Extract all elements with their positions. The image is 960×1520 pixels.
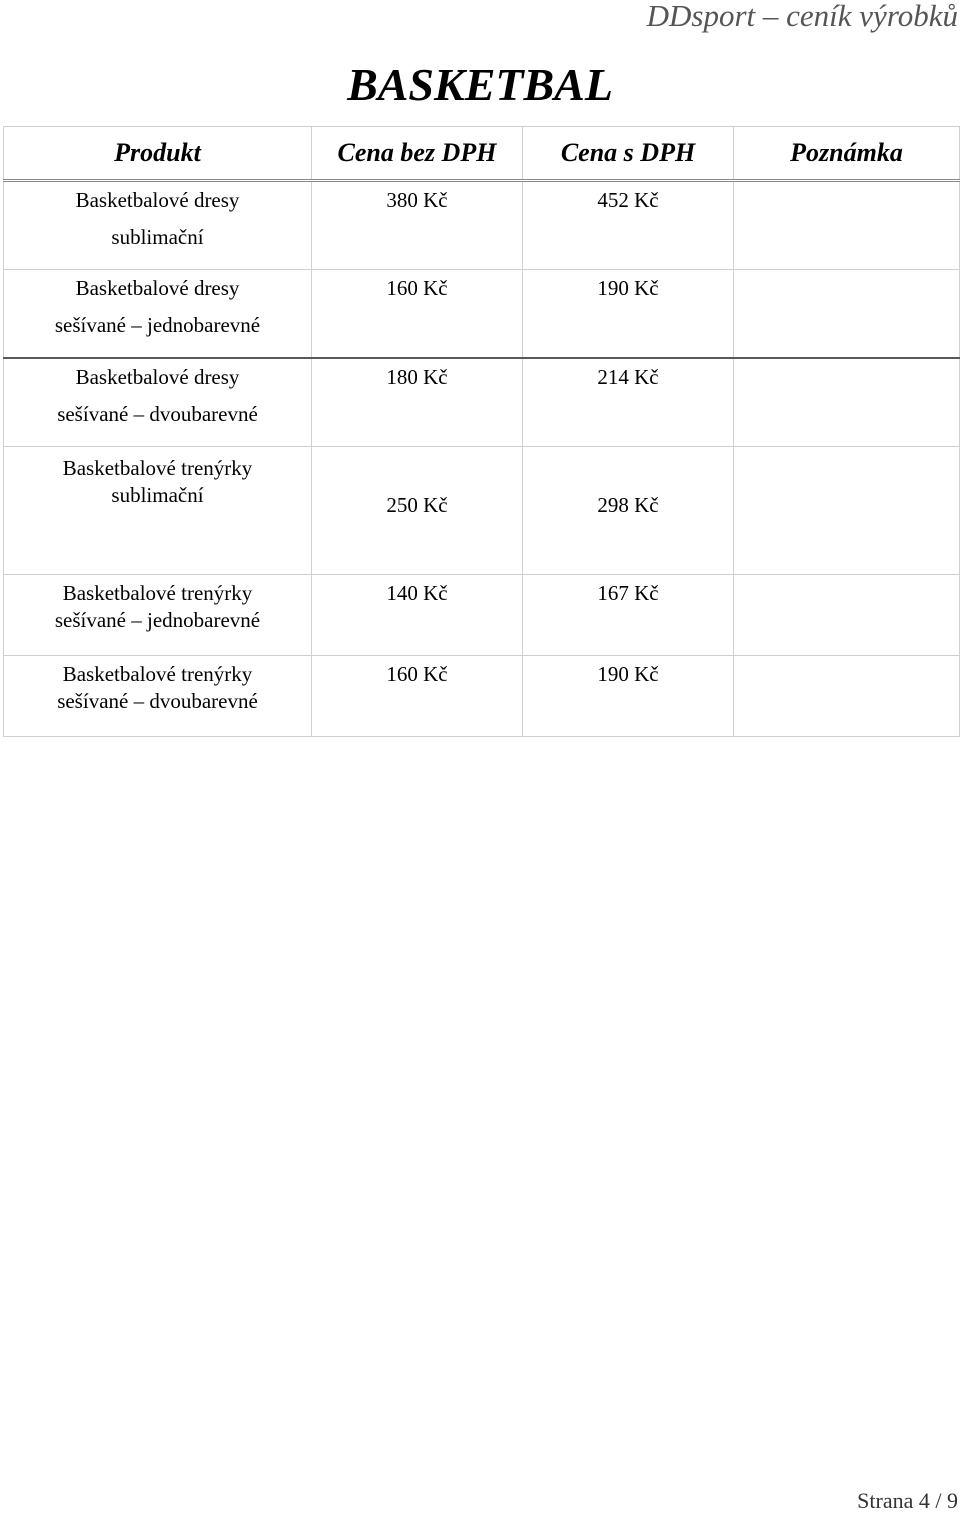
- note-cell: [734, 270, 960, 359]
- note-cell: [734, 358, 960, 447]
- table-row: [4, 270, 960, 359]
- product-variant: sešívané – jednobarevné: [54, 608, 261, 632]
- product-name: Basketbalové dresy: [75, 365, 240, 389]
- price-vat-cell: 452 Kč: [523, 181, 734, 270]
- table-row: [4, 358, 960, 447]
- price-vat-cell: 190 Kč: [523, 656, 734, 737]
- product-variant: sešívané – dvoubarevné: [57, 402, 258, 426]
- product-name: Basketbalové trenýrky: [62, 662, 253, 686]
- note-cell: [734, 181, 960, 270]
- price-cell: 380 Kč: [312, 181, 523, 270]
- price-table: [3, 126, 960, 737]
- product-variant: sublimační: [111, 225, 204, 249]
- product-cell: [4, 181, 312, 270]
- table-row: [4, 181, 960, 270]
- column-header-price: Cena bez DPH: [312, 127, 523, 181]
- product-name: Basketbalové trenýrky: [62, 456, 253, 480]
- page-title: BASKETBAL: [347, 59, 613, 110]
- product-cell: [4, 270, 312, 359]
- table-row: [4, 575, 960, 656]
- price-cell: 160 Kč: [312, 270, 523, 359]
- table-row: [4, 656, 960, 737]
- price-cell: 140 Kč: [312, 575, 523, 656]
- product-cell: [4, 575, 312, 656]
- price-vat-cell: 298 Kč: [523, 447, 734, 575]
- table-header-row: [4, 127, 960, 181]
- note-cell: [734, 656, 960, 737]
- page-number: Strana 4 / 9: [857, 1488, 958, 1513]
- price-vat-cell: 167 Kč: [523, 575, 734, 656]
- product-name: Basketbalové trenýrky: [62, 581, 253, 605]
- price-cell: 160 Kč: [312, 656, 523, 737]
- column-header-product: Produkt: [4, 127, 312, 181]
- product-variant: sešívané – dvoubarevné: [57, 689, 258, 713]
- product-name: Basketbalové dresy: [75, 276, 240, 300]
- document-header: DDsport – ceník výrobků: [646, 0, 958, 33]
- table-row: [4, 447, 960, 575]
- column-header-note: Poznámka: [734, 127, 960, 181]
- product-cell: [4, 358, 312, 447]
- price-vat-cell: 190 Kč: [523, 270, 734, 359]
- price-vat-cell: 214 Kč: [523, 358, 734, 447]
- product-name: Basketbalové dresy: [75, 188, 240, 212]
- product-cell: [4, 656, 312, 737]
- product-variant: sublimační: [111, 483, 204, 507]
- note-cell: [734, 575, 960, 656]
- price-cell: 250 Kč: [312, 447, 523, 575]
- product-cell: [4, 447, 312, 575]
- note-cell: [734, 447, 960, 575]
- product-variant: sešívané – jednobarevné: [54, 313, 261, 337]
- column-header-price-vat: Cena s DPH: [523, 127, 734, 181]
- price-cell: 180 Kč: [312, 358, 523, 447]
